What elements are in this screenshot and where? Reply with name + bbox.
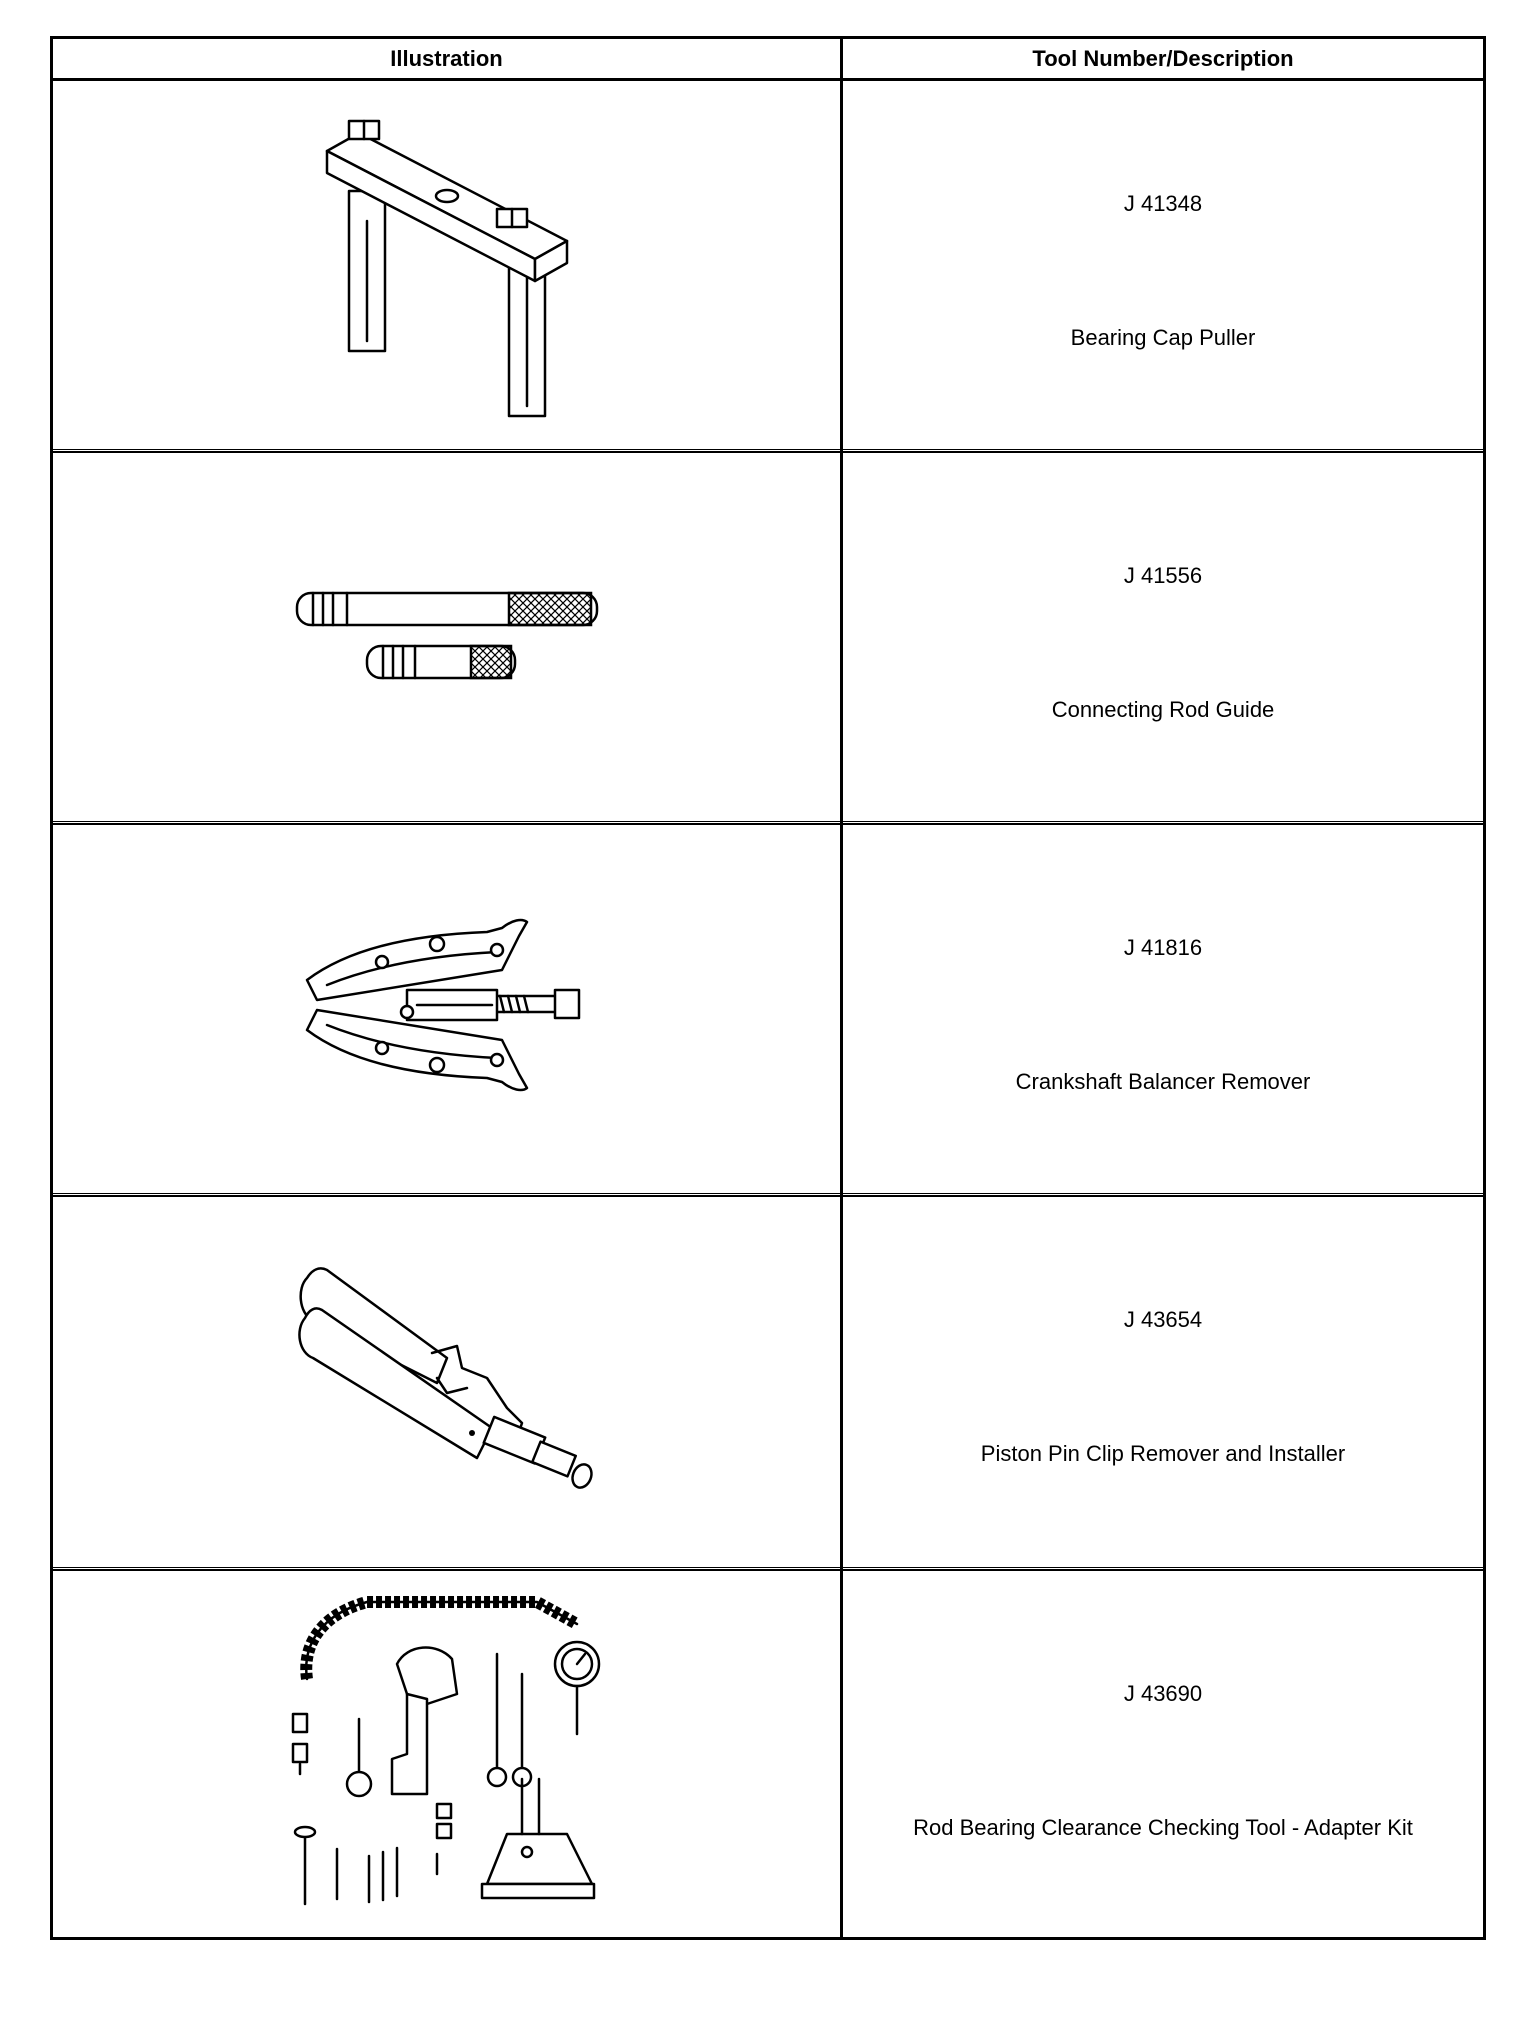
tool-number: J 43654: [1123, 1307, 1203, 1332]
illustration-cell: [53, 825, 843, 1195]
header-illustration: Illustration: [53, 39, 843, 78]
rod-bearing-clearance-kit-illustration: [277, 1584, 617, 1924]
bearing-cap-puller-illustration: [297, 111, 597, 421]
tool-description: Crankshaft Balancer Remover: [1015, 1069, 1311, 1094]
table-row: [53, 453, 1483, 823]
header-tool-number-description: Tool Number/Description: [1032, 45, 1294, 71]
tool-table: [50, 36, 1486, 1940]
tool-number: J 41556: [1123, 563, 1203, 588]
illustration-cell: [53, 1197, 843, 1569]
description-cell: [843, 1197, 1483, 1569]
illustration-cell: [53, 1571, 843, 1937]
crankshaft-balancer-remover-illustration: [287, 910, 607, 1110]
illustration-cell: [53, 81, 843, 451]
table-row: [53, 825, 1483, 1195]
tool-number: J 43690: [1123, 1681, 1203, 1706]
table-row: [53, 81, 1483, 451]
illustration-cell: [53, 453, 843, 823]
tool-description: Rod Bearing Clearance Checking Tool - Adapter Kit: [913, 1815, 1413, 1840]
tool-number: J 41816: [1123, 935, 1203, 960]
connecting-rod-guide-illustration: [287, 583, 607, 693]
description-cell: [843, 453, 1483, 823]
tool-description: Piston Pin Clip Remover and Installer: [980, 1441, 1346, 1466]
description-cell: [843, 1571, 1483, 1937]
description-cell: [843, 825, 1483, 1195]
table-row: [53, 1571, 1483, 1937]
piston-pin-clip-tool-illustration: [277, 1258, 617, 1508]
description-cell: [843, 81, 1483, 451]
tool-description: Connecting Rod Guide: [1051, 697, 1275, 722]
tool-number: J 41348: [1123, 191, 1203, 216]
table-header: [53, 39, 1483, 81]
tool-description: Bearing Cap Puller: [1070, 325, 1256, 350]
table-row: [53, 1197, 1483, 1569]
